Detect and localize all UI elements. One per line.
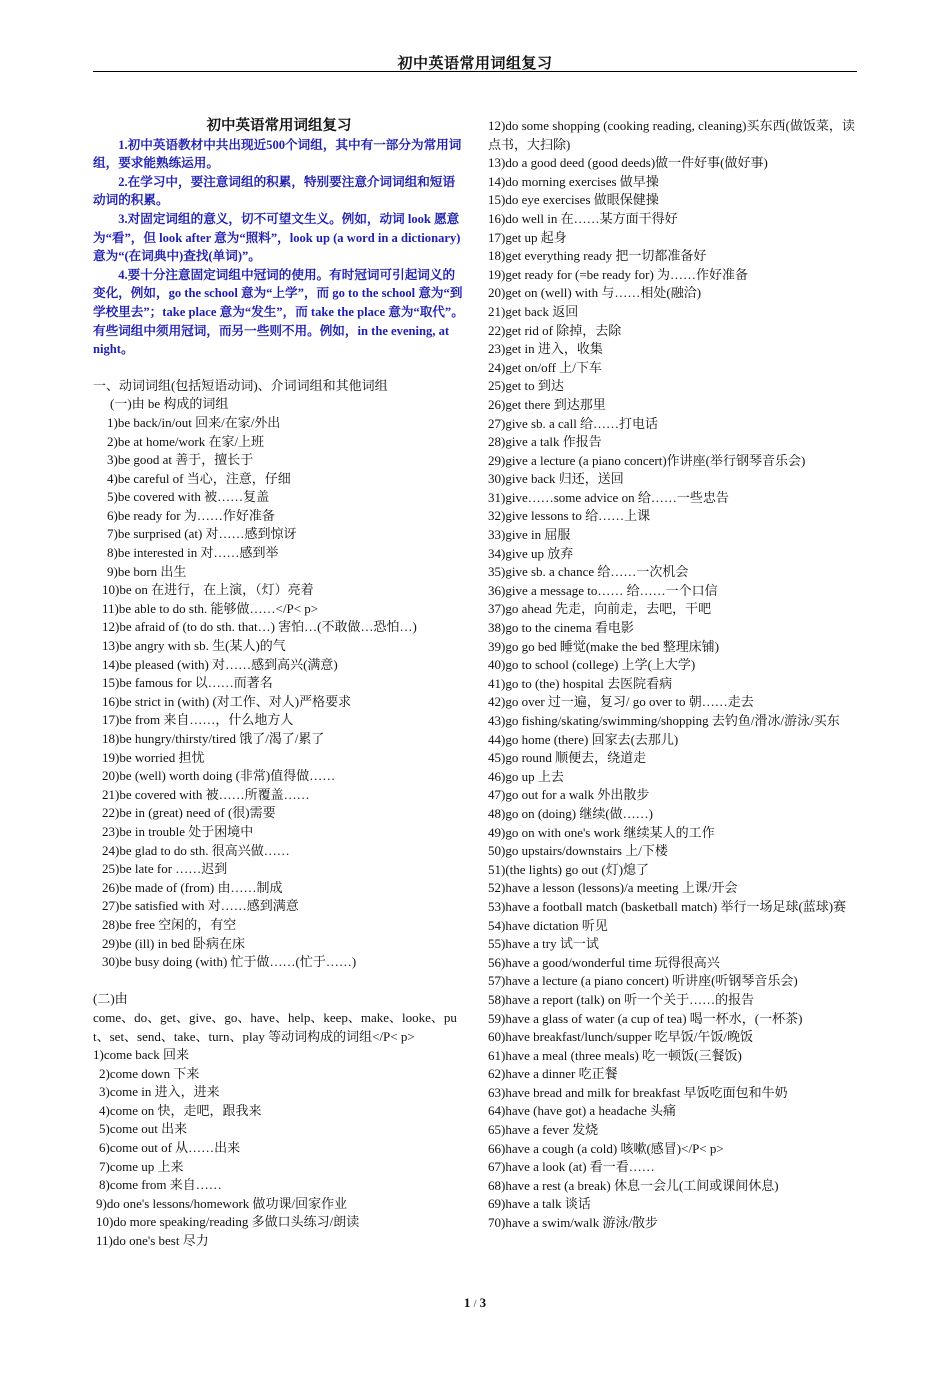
list-item: 23)get in 进入，收集 [488, 341, 603, 357]
list-item: 10)do more speaking/reading 多做口头练习/朗读 [96, 1214, 360, 1230]
list-item: 56)have a good/wonderful time 玩得很高兴 [488, 954, 720, 970]
list-item: 2)come down 下来 [99, 1065, 200, 1081]
page-header: 初中英语常用词组复习 [397, 56, 553, 72]
list-item: 16)be strict in (with) (对工作、对人)严格要求 [102, 693, 352, 709]
right-column [488, 117, 858, 1233]
list-item: 20)be (well) worth doing (非常)值得做…… [102, 768, 336, 784]
list-item: 45)go round 顺便去，绕道走 [488, 750, 647, 766]
list-item: 47)go out for a walk 外出散步 [488, 787, 650, 803]
page-total: 3 [479, 1295, 487, 1310]
list-item: 1)come back 回来 [93, 1047, 190, 1063]
list-item: 37)go ahead 先走，向前走，去吧，干吧 [488, 601, 712, 617]
list-item: 55)have a try 试一试 [488, 936, 599, 952]
list-item: 29)be (ill) in bed 卧病在床 [102, 935, 245, 951]
list-item: 10)be on 在进行，在上演，（灯）亮着 [102, 582, 314, 598]
list-item: 59)have a glass of water (a cup of tea) 喝一杯水，(一杯茶) [488, 1010, 803, 1026]
list-item: 44)go home (there) 回家去(去那儿) [488, 731, 679, 747]
list-item: 48)go on (doing) 继续(做……) [488, 805, 654, 821]
list-item: 29)give a lecture (a piano concert)作讲座(举行钢琴音乐会) [488, 452, 806, 468]
list-item: 50)go upstairs/downstairs 上/下楼 [488, 843, 668, 859]
list-item: 58)have a report (talk) on 听一个关于……的报告 [488, 991, 755, 1007]
list-item: 27)give sb. a call 给……打电话 [488, 415, 659, 431]
list-item: 21)be covered with 被……所覆盖…… [102, 786, 310, 802]
list-item: 61)have a meal (three meals) 吃一顿饭(三餐饭) [488, 1047, 742, 1063]
list-item: 22)get rid of 除掉，去除 [488, 322, 622, 338]
list-item: 30)give back 归还，送回 [488, 471, 624, 487]
list-item: 27)be satisfied with 对……感到满意 [102, 898, 299, 914]
list-item: 18)be hungry/thirsty/tired 饿了/渴了/累了 [102, 731, 325, 746]
intro-para: 4.要十分注意固定词组中冠词的使用。有时冠词可引起词义的变化，例如，go the school 意为“上学”，而 go to the school 意为“到学校里去”；take place 意为“发生”，而 take the place 意为“取代”。有些词组中须用冠词，而另一些则不用。例如，in the evening, at night。 [93, 267, 464, 357]
list-item: 9)be born 出生 [107, 563, 187, 579]
list-item: 22)be in (great) need of (很)需要 [102, 805, 276, 821]
list-item: 53)have a football match (basketball match) 举行一场足球(蓝球)赛 [488, 898, 847, 914]
list-item: 34)give up 放弃 [488, 545, 574, 561]
list-item: 33)give in 屈服 [488, 527, 571, 543]
intro [93, 136, 465, 359]
list-item: 51)(the lights) go out (灯)熄了 [488, 861, 650, 877]
list-item: 64)have (have got) a headache 头痛 [488, 1103, 677, 1119]
page-number: 1 [463, 1295, 471, 1310]
list-item: 12)be afraid of (to do sth. that…) 害怕…(不敢做…恐怕…) [102, 619, 417, 635]
list-item: 8)come from 来自…… [99, 1177, 222, 1193]
list-item: 18)get everything ready 把一切都准备好 [488, 248, 707, 264]
list-item: 23)be in trouble 处于困境中 [102, 823, 254, 839]
list-item: 52)have a lesson (lessons)/a meeting 上课/开会 [488, 880, 738, 896]
list-item: 60)have breakfast/lunch/supper 吃早饭/午饭/晚饭 [488, 1029, 753, 1045]
list-item: 43)go fishing/skating/swimming/shopping 去钓鱼/滑冰/游泳/买东 [488, 713, 840, 728]
list-item: 19)get ready for (=be ready for) 为……作好准备 [488, 266, 749, 282]
list-item: 24)be glad to do sth. 很高兴做…… [102, 842, 290, 858]
list-item: 38)go to the cinema 看电影 [488, 620, 634, 636]
list-item: 1)be back/in/out 回来/在家/外出 [107, 414, 281, 430]
list-item: 5)come out 出来 [99, 1121, 188, 1137]
list-item: 11)do one's best 尽力 [96, 1233, 209, 1249]
list-item: 21)get back 返回 [488, 303, 579, 319]
list-item: 39)go go bed 睡觉(make the bed 整理床铺) [488, 638, 720, 654]
list-item: 57)have a lecture (a piano concert) 听讲座(听钢琴音乐会) [488, 973, 798, 989]
list-item: 11)be able to do sth. 能够做……</P< p> [102, 600, 319, 616]
left-column [93, 117, 465, 1251]
list-item: 26)get there 到达那里 [488, 396, 606, 412]
list-item: 14)be pleased (with) 对……感到高兴(满意) [102, 656, 338, 672]
list-item: 5)be covered with 被……复盖 [107, 489, 270, 505]
list-item: 46)go up 上去 [488, 768, 564, 784]
list-item: 42)go over 过一遍，复习/ go over to 朝……走去 [488, 694, 754, 710]
list-item: 17)get up 起身 [488, 229, 567, 245]
list-item: 65)have a fever 发烧 [488, 1122, 599, 1138]
list-item: 66)have a cough (a cold) 咳嗽(感冒)</P< p> [488, 1140, 724, 1156]
list-item: 7)be surprised (at) 对……感到惊讶 [107, 526, 297, 542]
list-item: 24)get on/off 上/下车 [488, 359, 602, 375]
verb-phrase-list [93, 1046, 465, 1251]
header-rule [93, 71, 857, 72]
doc-title: 初中英语常用词组复习 [206, 118, 352, 134]
list-item: 70)have a swim/walk 游泳/散步 [488, 1215, 659, 1231]
list-item: 13)be angry with sb. 生(某人)的气 [102, 638, 286, 654]
list-item: 7)come up 上来 [99, 1158, 184, 1174]
list-item: 62)have a dinner 吃正餐 [488, 1066, 618, 1082]
list-item: 30)be busy doing (with) 忙于做……(忙于……) [102, 954, 357, 970]
subsection-heading: (一)由 be 构成的词组 [110, 396, 229, 412]
spacer [93, 972, 465, 991]
list-item: 15)do eye exercises 做眼保健操 [488, 192, 659, 208]
list-item: 67)have a look (at) 看一看…… [488, 1159, 655, 1175]
list-item: 32)give lessons to 给……上课 [488, 508, 651, 524]
intro-para: 3.对固定词组的意义，切不可望文生义。例如，动词 look 愿意为“看”，但 look after 意为“照料”，look up (a word in a dictionary)意为“(在词典中)查找(单词)”。 [93, 211, 461, 264]
list-item: 63)have bread and milk for breakfast 早饭吃面包和牛奶 [488, 1084, 788, 1100]
list-item: 4)be careful of 当心，注意，仔细 [107, 470, 291, 486]
list-item: 14)do morning exercises 做早操 [488, 173, 659, 189]
intro-para: 2.在学习中，要注意词组的积累，特别要注意介词词组和短语动词的积累。 [93, 174, 456, 208]
list-item: 69)have a talk 谈话 [488, 1196, 591, 1212]
list-item: 35)give sb. a chance 给……一次机会 [488, 564, 689, 580]
list-item: 16)do well in 在……某方面干得好 [488, 210, 678, 226]
list-item: 3)come in 进入，进来 [99, 1084, 220, 1100]
intro-para: 1.初中英语教材中共出现近500个词组，其中有一部分为常用词组，要求能熟练运用。 [93, 137, 462, 171]
list-item: 4)come on 快，走吧，跟我来 [99, 1102, 262, 1118]
list-item: 25)get to 到达 [488, 378, 564, 394]
list-item: 15)be famous for 以……而著名 [102, 675, 273, 691]
list-item: 8)be interested in 对……感到举 [107, 545, 279, 561]
list-item: 68)have a rest (a break) 休息一会儿(工间或课间休息) [488, 1177, 779, 1193]
list-item: 17)be from 来自……，什么地方人 [102, 712, 294, 728]
list-item: 6)come out of 从……出来 [99, 1140, 241, 1156]
list-item: 26)be made of (from) 由……制成 [102, 879, 283, 895]
list-item: 40)go to school (college) 上学(上大学) [488, 657, 696, 673]
list-item: 28)give a talk 作报告 [488, 434, 602, 450]
page-separator: / [473, 1299, 477, 1310]
list-item: 19)be worried 担忧 [102, 749, 205, 765]
list-item: 28)be free 空闲的，有空 [102, 916, 237, 932]
subsection-heading: (二)由 [93, 991, 128, 1007]
list-item: 12)do some shopping (cooking reading, cleaning)买东西(做饭菜，读点书，大扫除) [488, 118, 855, 152]
list-item: 13)do a good deed (good deeds)做一件好事(做好事) [488, 155, 768, 171]
list-item: 31)give……some advice on 给……一些忠告 [488, 489, 729, 505]
list-item: 20)get on (well) with 与……相处(融洽) [488, 285, 702, 301]
subsection-desc: come、do、get、give、go、have、help、keep、make、looke、put、set、send、take、turn、play 等动词构成的词组</P< p> [93, 1009, 457, 1044]
list-item: 49)go on with one's work 继续某人的工作 [488, 824, 715, 840]
list-item: 6)be ready for 为……作好准备 [107, 507, 275, 523]
verb-phrase-list [488, 117, 858, 1233]
list-item: 25)be late for ……迟到 [102, 861, 228, 877]
list-item: 54)have dictation 听见 [488, 917, 608, 933]
list-item: 2)be at home/work 在家/上班 [107, 433, 265, 449]
page-footer [0, 1295, 950, 1311]
be-phrase-list [93, 414, 465, 972]
section-heading: 一、动词词组(包括短语动词)、介词词组和其他词组 [93, 377, 388, 393]
list-item: 41)go to (the) hospital 去医院看病 [488, 675, 673, 691]
list-item: 3)be good at 善于，擅长于 [107, 452, 254, 468]
list-item: 9)do one's lessons/homework 做功课/回家作业 [96, 1195, 348, 1211]
list-item: 36)give a message to…… 给……一个口信 [488, 582, 718, 598]
